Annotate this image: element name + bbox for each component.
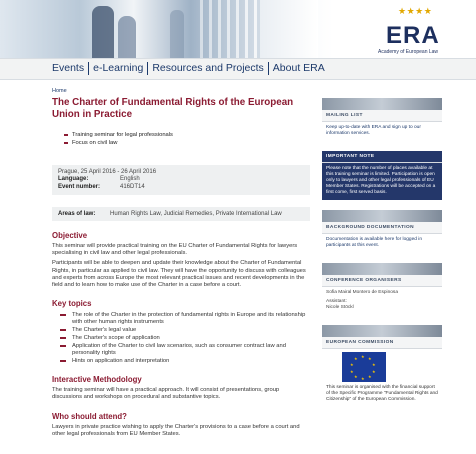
attend-text: Lawyers in private practice wishing to apply the Charter's provisions to a case before a court and other legal professionals from EU Member States. [52,423,300,437]
mailing-list-text[interactable]: Keep up-to-date with ERA and sign up to our information services. [322,122,442,141]
attend-heading: Who should attend? [52,411,127,421]
list-item: The Charter's scope of application [60,335,310,342]
european-commission-box [322,325,442,407]
background-docs-heading: BACKGROUND DOCUMENTATION [322,222,442,234]
sidebar [322,98,442,417]
main-navigation [0,58,476,80]
event-number-value: 416DT14 [120,184,145,190]
objective-paragraph-2: Participants will be able to deepen and update their knowledge about the Charter of Fundamental Rights, in particular as applied to civil law. They will have the opportunity to discuss with colleagues and experts from across Europe the most relevant practical issues and recent developments in the field and to learn how to make use of the Charter in a case before a court. [52,260,306,289]
breadcrumb-home[interactable]: Home [52,88,67,94]
mailing-list-heading: MAILING LIST [322,110,442,122]
logo-subtitle: Academy of European Law [378,49,439,55]
key-topics-list [60,312,310,365]
eu-stars-icon: ★ ★ ★ ★ [398,6,431,16]
important-note-box [322,151,442,200]
event-number-label: Event number: [58,184,101,190]
mailing-list-box[interactable] [322,98,442,141]
list-item: The role of the Charter in the protection of fundamental rights in Europe and its relationship with other human rights instruments [60,312,310,326]
commission-text: This seminar is organised with the financial support of the Specific Programme "Fundamental Rights and Citizenship" of the European Commission. [322,382,442,407]
header-banner-image [0,0,318,58]
list-item: Hints on application and interpretation [60,358,310,365]
areas-label: Areas of law: [58,211,96,217]
event-info-box [52,165,310,195]
background-docs-text[interactable]: Documentation is available here for logged in participants at this event. [322,234,442,253]
eu-flag-icon: ★ ★ ★ ★ ★ ★ ★ ★ ★ ★ [342,352,386,382]
logo-text: ERA [386,22,440,49]
organisers-banner-image [322,263,442,275]
tag-civil-law: Focus on civil law [64,139,310,147]
commission-heading: EUROPEAN COMMISSION [322,337,442,349]
commission-banner-image [322,325,442,337]
list-item: Application of the Charter to civil law scenarios, such as consumer contract law and personality rights [60,343,310,357]
language-label: Language: [58,176,89,182]
methodology-heading: Interactive Methodology [52,375,142,385]
nav-item-events[interactable]: Events [52,62,85,74]
assistant-name: Nicole Stöckl [326,305,354,310]
areas-value: Human Rights Law, Judicial Remedies, Private International Law [110,211,282,217]
nav-item-about-era[interactable]: About ERA [268,62,329,75]
event-tags [64,131,310,147]
important-note-heading: IMPORTANT NOTE [322,151,442,163]
page-title: The Charter of Fundamental Rights of the European Union in Practice [52,97,294,120]
areas-of-law [52,207,310,221]
tag-training-seminar: Training seminar for legal professionals [64,131,310,139]
main-content [52,88,310,438]
background-docs-box[interactable] [322,210,442,253]
assistant-label: Assistant: [326,299,347,304]
organiser-name: Sofia Mairal Montero de Espinosa [326,290,398,295]
important-note-text: Please note that the number of places available at this training seminar is limited. Participation is open only to lawyers and other legal professionals of EU Member States. Registrations will be accepted on a first come, first served basis. [322,163,442,200]
nav-item-resources-projects[interactable]: Resources and Projects [147,62,267,75]
organisers-box [322,263,442,315]
era-logo[interactable] [376,6,446,54]
key-topics-heading: Key topics [52,299,92,309]
methodology-text: The training seminar will have a practical approach. It will consist of presentations, group discussions and workshops on procedural and substantive topics. [52,387,280,401]
event-date: Prague, 25 April 2016 - 26 April 2016 [58,169,157,175]
nav-item-e-learning[interactable]: e-Learning [88,62,147,75]
docs-banner-image [322,210,442,222]
objective-heading: Objective [52,231,88,240]
site-header [0,0,476,58]
language-value: English [120,176,140,182]
organisers-heading: CONFERENCE ORGANISERS [322,275,442,287]
objective-paragraph-1: This seminar will provide practical training on the EU Charter of Fundamental Rights for lawyers specialising in civil law and other legal professionals. [52,243,298,257]
mailing-banner-image [322,98,442,110]
list-item: The Charter's legal value [60,327,310,334]
